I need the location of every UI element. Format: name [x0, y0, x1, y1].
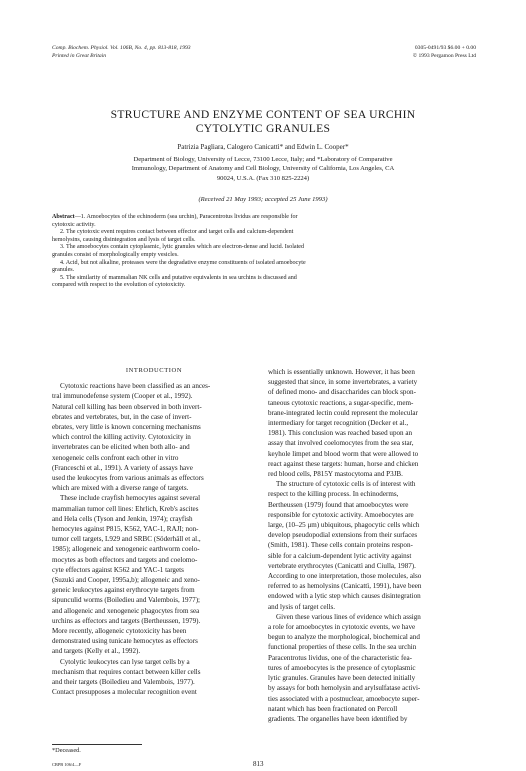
abstract-line: compared with respect to the evolution of cytotoxicity. [52, 282, 186, 289]
affiliation-line: Immunology, Department of Anatomy and Cell Biology, University of California, Los Angeles, CA [131, 165, 395, 173]
text-line: begun to analyze the morphological, biochemical and [268, 633, 420, 642]
text-line: and targets (Kelly et al., 1992). [52, 647, 141, 656]
text-line: and their targets (Boiledieu and Valembois, 1977). [52, 678, 195, 687]
text-line: of defined mono- and disaccharides can block spon- [268, 388, 416, 397]
left-column [52, 366, 256, 698]
text-line: sipunculid worms (Boiledieu and Valembois, 1977); [52, 596, 201, 605]
abstract [52, 214, 476, 290]
abstract-text: —1. Amoebocytes of the echinoderm (sea urchin), Paracentrotus lividus are responsible for [74, 214, 298, 220]
text-line: Bertheussen (1979) found that amoebocytes were [268, 500, 409, 509]
journal-citation-header [52, 44, 191, 60]
text-line: 1981). This conclusion was reached based upon an [268, 429, 413, 438]
copyright-header [413, 44, 476, 60]
text-line: keyhole limpet and blood worm that were allowed to [268, 449, 419, 458]
text-line: urchins as effectors and targets (Bertheussen, 1979). [52, 616, 201, 625]
text-line: natant which has been fractionated on Percoll [268, 704, 398, 713]
received-dates: (Received 21 May 1993; accepted 25 June 1993) [198, 196, 328, 203]
text-line: ebrates and vertebrates, but, in the case of invert- [52, 412, 192, 421]
text-line: react against these targets: human, horse and chicken [268, 459, 419, 468]
affiliation-line: Department of Biology, University of Lecce, 73100 Lecce, Italy; and *Laboratory of Comparative [133, 156, 393, 163]
abstract-paragraph [52, 237, 476, 245]
text-line: xenogeneic cells confront each other in vitro [52, 453, 179, 462]
text-line: vertebrate erythrocytes (Canicattì and Ciulla, 1987). [268, 561, 416, 570]
text-line: Natural cell killing has been observed in both invert- [52, 402, 202, 411]
text-line: assay that involved coelomocytes from the sea star, [268, 439, 414, 448]
text-line: tral immunodefense system (Cooper et al., 1992). [52, 392, 193, 401]
abstract-paragraph [52, 282, 476, 290]
text-line: tures of amoebocytes is the presence of cytoplasmic [268, 663, 416, 672]
affiliation [55, 155, 471, 183]
abstract-line: 4. Acid, but not alkaline, proteases were the degradative enzyme constituents of isolated amoebocyte [60, 259, 306, 266]
text-line: develop pseudopodial extensions from their surfaces [268, 531, 418, 540]
abstract-line: 2. The cytotoxic event requires contact between effector and target cells and calcium-dependent [60, 229, 294, 236]
text-line: (Smith, 1981). These cells contain proteins respon- [268, 541, 413, 550]
abstract-paragraph [52, 229, 476, 237]
text-line: functional properties of these cells. In the sea urchin [268, 643, 417, 652]
text-line: gradients. The organelles have been identified by [268, 714, 408, 723]
text-line: lytic granules. Granules have been detected initially [268, 674, 416, 683]
text-line: Cytotoxic reactions have been classified as an ances- [60, 382, 211, 391]
section-heading-introduction: INTRODUCTION [125, 367, 183, 374]
article-title [40, 108, 486, 136]
text-line: respect to the killing process. In echinoderms, [268, 490, 399, 499]
text-line: used the leukocytes from various animals as effectors [52, 474, 204, 483]
abstract-line: 5. The similarity of mammalian NK cells and putative equivalents in sea urchins is discussed and [60, 274, 297, 281]
print-code: CBPB 106/4—F [52, 762, 82, 767]
abstract-line: 3. The amoebocytes contain cytoplasmic, lytic granules which are electron-dense and lucid. Isolated [60, 244, 305, 251]
text-line: red blood cells, P815Y mastocytoma and P3JB. [268, 470, 403, 479]
abstract-paragraph [52, 252, 476, 260]
footnote: *Deceased. [52, 747, 81, 754]
text-line: More recently, allogeneic cytotoxicity has been [52, 627, 187, 636]
text-line: sible for a calcium-dependent lytic activity against [268, 551, 412, 560]
text-line: tumor cell targets, L929 and SRBC (Söderhäll et al., [52, 535, 201, 544]
text-line: and lysis of target cells. [268, 602, 336, 611]
printed-in: Printed in Great Britain [52, 53, 107, 59]
abstract-line [52, 214, 476, 222]
text-line: which control the killing activity. Cytotoxicity in [52, 433, 191, 442]
right-column [268, 367, 476, 724]
text-line: mammalian tumor cell lines: Ehrlich, Kreb's ascites [52, 504, 199, 513]
text-line: brane-integrated lectin could represent the molecular [268, 408, 418, 417]
text-line: (Suzuki and Cooper, 1995a,b); allogeneic and xeno- [52, 576, 200, 585]
text-line: Paracentrotus lividus, one of the characteristic fea- [268, 653, 412, 662]
abstract-line: cytotoxic activity. [52, 221, 96, 228]
page-number: 813 [253, 760, 264, 768]
journal-citation: Comp. Biochem. Physiol. Vol. 106B, No. 4, pp. 813-818, 1993 [52, 45, 191, 51]
abstract-line: hemolysins, causing disintegration and lysis of target cells. [52, 236, 196, 243]
text-line: cyte effectors against K562 and YAC-1 targets [52, 565, 184, 574]
text-line: Contact presupposes a molecular recognition event [52, 688, 197, 697]
copyright: © 1993 Pergamon Press Ltd [412, 53, 476, 59]
text-line: endowed with a lytic step which causes disintegration [268, 592, 421, 601]
text-line: The structure of cytotoxic cells is of interest with [276, 480, 416, 489]
abstract-paragraph [52, 244, 476, 252]
issn-price: 0305-0491/93 $6.00 + 0.00 [414, 45, 476, 51]
text-line: Given these various lines of evidence which assign [276, 612, 421, 621]
text-line: referred to as hemolysins (Canicattì, 1991), have been [268, 582, 422, 591]
text-line: taneous cytotoxic reactions, a sugar-specific, mem- [268, 398, 414, 407]
title-line-1: STRUCTURE AND ENZYME CONTENT OF SEA URCHIN [110, 108, 416, 121]
text-line: According to one interpretation, those molecules, also [268, 572, 422, 581]
abstract-paragraph [52, 267, 476, 275]
abstract-line: granules consist of morphologically empty vesicles. [52, 251, 179, 258]
text-line: invertebrates can be elicited when both allo- and [52, 443, 190, 452]
text-line: mechanism that requires contact between killer cells [52, 667, 201, 676]
text-line: 1985); allogeneic and xenogeneic earthworm coelo- [52, 545, 200, 554]
title-line-2: CYTOLYTIC GRANULES [195, 122, 331, 135]
author-list: Patrizia Pagliara, Calogero Canicattì* and Edwin L. Cooper* [177, 143, 349, 151]
right-column-text [268, 367, 476, 724]
text-line: ebrates, very little is known concerning mechanisms [52, 423, 201, 432]
text-line: and allogeneic and xenogeneic phagocytes from sea [52, 606, 200, 615]
abstract-line: granules. [52, 267, 75, 274]
footnote-rule [52, 744, 142, 745]
text-line: Cytolytic leukocytes can lyse target cells by a [60, 657, 190, 666]
text-line: intermediary for target recognition (Decker et al., [268, 419, 409, 428]
text-line: suggested that since, in some invertebrates, a variety [268, 378, 418, 387]
text-line: a role for amoebocytes in cytotoxic events, we have [268, 623, 416, 632]
text-line: which are mixed with a diverse range of targets. [52, 484, 189, 493]
text-line: ties associated with a postnuclear, amoebocyte super- [268, 694, 420, 703]
text-line: and Hela cells (Tyson and Jenkin, 1974); crayfish [52, 514, 193, 523]
abstract-paragraph [52, 260, 476, 268]
text-line: by assays for both hemolysin and arylsulfatase activi- [268, 684, 421, 693]
text-line: which is essentially unknown. However, it has been [268, 368, 415, 376]
text-line: geneic leukocytes against erythrocyte targets from [52, 586, 195, 595]
affiliation-line: 90024, U.S.A. (Fax 310 825-2224) [216, 174, 310, 182]
text-line: mocytes as both effectors and targets and coelomo- [52, 555, 198, 564]
abstract-paragraph [52, 214, 476, 229]
text-line: These include crayfish hemocytes against several [60, 494, 201, 503]
text-line: large, (10–25 μm) ubiquitous, phagocytic cells which [268, 521, 420, 530]
left-column-text [52, 381, 256, 697]
text-line: responsible for cytotoxic activity. Amoebocytes are [268, 510, 414, 519]
text-line: (Franceschi et al., 1991). A variety of assays have [52, 463, 193, 472]
text-line: hemocytes against P815, K562, YAC-1, RAJI; non- [52, 525, 199, 534]
text-line: demonstrated using tunicate hemocytes as effectors [52, 637, 198, 646]
abstract-label: Abstract [52, 214, 75, 220]
